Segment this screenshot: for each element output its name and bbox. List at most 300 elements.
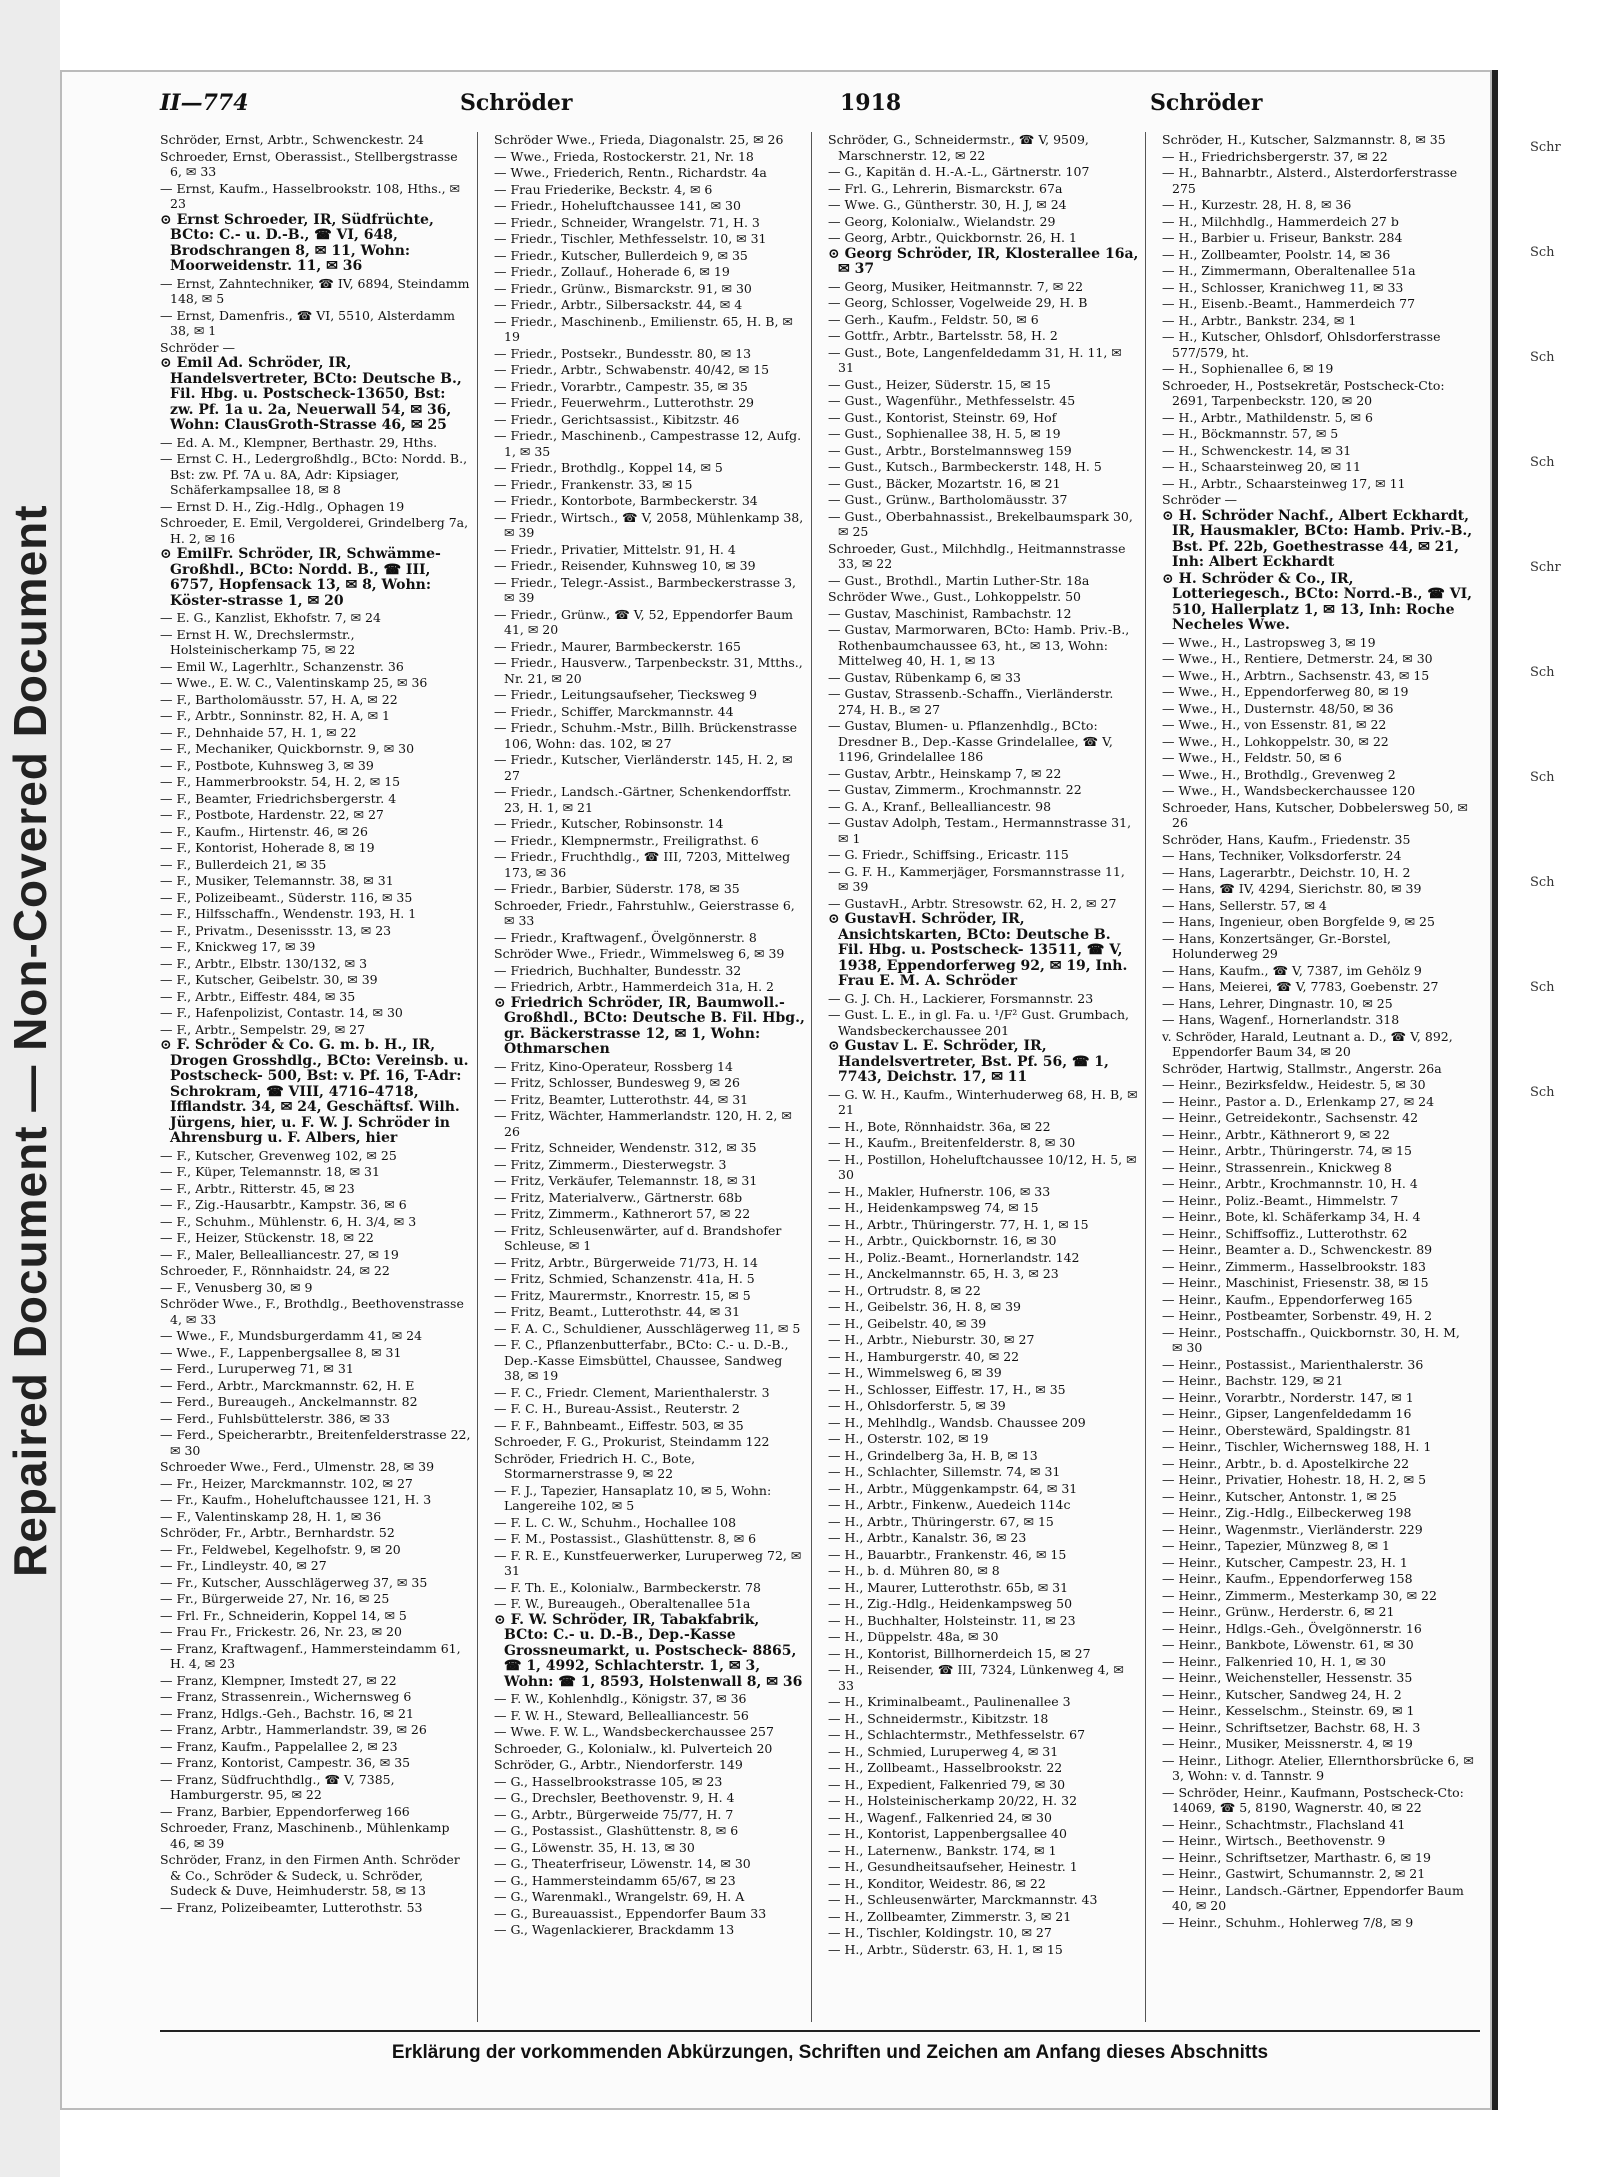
directory-entry: — Heinr., Schriftsetzer, Bachstr. 68, H. 3: [1162, 1719, 1421, 1735]
directory-entry: — Frau Fr., Frickestr. 26, Nr. 23, ✉ 20: [160, 1624, 402, 1639]
directory-entry: — H., Schlachtermstr., Methfesselstr. 67: [828, 1727, 1086, 1742]
directory-entry: — Heinr., Arbtr., Käthnerort 9, ✉ 22: [1162, 1126, 1390, 1142]
directory-entry: — Hans, Sellerstr. 57, ✉ 4: [1162, 897, 1327, 913]
directory-entry: Schröder, Ernst, Arbtr., Schwenckestr. 24: [160, 132, 424, 147]
next-page-edge: [1530, 140, 1600, 2000]
next-page-fragment: Schr: [1530, 140, 1561, 155]
directory-entry: — F., Hafenpolizist, Contastr. 14, ✉ 30: [160, 1005, 403, 1020]
directory-entry: — F. C., Pflanzenbutterfabr., BCto: C.- u. D.-B., Dep.-Kasse Eimsbüttel, Chaussee, Sandweg 38, ✉ 19: [494, 1337, 789, 1383]
directory-entry: — Fritz, Schmied, Schanzenstr. 41a, H. 5: [494, 1271, 755, 1286]
directory-entry: — Friedr., Privatier, Mittelstr. 91, H. 4: [494, 541, 736, 557]
directory-entry: — Heinr., Bankbote, Löwenstr. 61, ✉ 30: [1162, 1637, 1414, 1652]
directory-entry: — H., Kurzestr. 28, H. 8, ✉ 36: [1162, 197, 1352, 212]
directory-entry: — G., Wagenlackierer, Brackdamm 13: [494, 1922, 735, 1937]
column-2: [494, 132, 812, 2022]
directory-entry: — Heinr., Gastwirt, Schumannstr. 2, ✉ 21: [1162, 1866, 1426, 1881]
directory-entry: — H., b. d. Mühren 80, ✉ 8: [828, 1563, 1000, 1578]
directory-entry: — H., Eisenb.-Beamt., Hammerdeich 77: [1162, 296, 1416, 311]
next-page-fragment: Sch: [1530, 770, 1555, 785]
directory-entry: — F. W., Bureaugeh., Oberaltenallee 51a: [494, 1596, 751, 1611]
directory-entry: — H., Laternenw., Bankstr. 174, ✉ 1: [828, 1842, 1057, 1858]
next-page-fragment: Sch: [1530, 1085, 1555, 1100]
directory-entry: — Heinr., Poliz.-Beamt., Himmelstr. 7: [1162, 1192, 1399, 1208]
page-header: [160, 90, 1263, 130]
directory-entry: — Fritz, Beamter, Lutterothstr. 44, ✉ 31: [494, 1091, 749, 1107]
directory-entry: — G. J. Ch. H., Lackierer, Forsmannstr. 23: [828, 990, 1094, 1006]
directory-entry: — F. M., Postassist., Glashüttenstr. 8, ✉ 6: [494, 1531, 757, 1546]
directory-entry: — Wwe., H., Wandsbeckerchaussee 120: [1162, 783, 1416, 798]
directory-entry: — Heinr., Postassist., Marienthalerstr. 36: [1162, 1356, 1424, 1372]
directory-entry: — Franz, Arbtr., Hammerlandstr. 39, ✉ 26: [160, 1722, 427, 1737]
directory-entry: — Gust., Brothdl., Martin Luther-Str. 18a: [828, 572, 1090, 588]
directory-entry: — F., Kontorist, Hoherade 8, ✉ 19: [160, 840, 375, 855]
directory-entry: — Heinr., Bote, kl. Schäferkamp 34, H. 4: [1162, 1209, 1421, 1224]
directory-entry: — Fritz, Materialverw., Gärtnerstr. 68b: [494, 1189, 743, 1205]
directory-entry: — Ernst C. H., Ledergroßhdlg., BCto: Nordd. B., Bst: zw. Pf. 7A u. 8A, Adr: Kipsiager, Schäferkampsallee 18, ✉ 8: [160, 451, 468, 497]
column-1: [160, 132, 478, 2022]
directory-entry: — H., Arbtr., Schaarsteinweg 17, ✉ 11: [1162, 475, 1406, 491]
directory-entry: — H., Arbtr., Thüringerstr. 77, H. 1, ✉ 15: [828, 1216, 1089, 1232]
directory-entry: — Fritz, Schlosser, Bundesweg 9, ✉ 26: [494, 1075, 741, 1090]
directory-entry: — Heinr., Arbtr., Krochmannstr. 10, H. 4: [1162, 1176, 1418, 1191]
directory-entry: — Wwe., H., Brothdlg., Grevenweg 2: [1162, 766, 1396, 782]
directory-entry: — Franz, Strassenrein., Wichernsweg 6: [160, 1689, 412, 1704]
directory-entry: — F. F., Bahnbeamt., Eiffestr. 503, ✉ 35: [494, 1417, 744, 1433]
directory-entry: — H., Friedrichsbergerstr. 37, ✉ 22: [1162, 148, 1388, 164]
directory-entry: — Friedr., Gerichtsassist., Kibitzstr. 46: [494, 411, 740, 427]
directory-entry: — Georg, Kolonialw., Wielandstr. 29: [828, 213, 1056, 229]
directory-entry: — Gustav, Arbtr., Heinskamp 7, ✉ 22: [828, 765, 1062, 781]
directory-entry: — H., Arbtr., Mathildenstr. 5, ✉ 6: [1162, 409, 1373, 425]
next-page-fragment: Sch: [1530, 350, 1555, 365]
directory-entry: — Friedr., Maschinenb., Emilienstr. 65, H. B, ✉ 19: [494, 313, 793, 344]
directory-entry: Schröder —: [160, 339, 235, 355]
directory-entry: — Gust., Arbtr., Borstelmannsweg 159: [828, 442, 1072, 458]
directory-entry: — F., Knickweg 17, ✉ 39: [160, 939, 316, 954]
directory-entry: — Gustav, Strassenb.-Schaffn., Vierländerstr. 274, H. B., ✉ 27: [828, 686, 1114, 717]
directory-entry: — Wwe., H., Rentiere, Detmerstr. 24, ✉ 30: [1162, 651, 1433, 666]
directory-entry: — Heinr., Zimmerm., Hasselbrookstr. 183: [1162, 1258, 1426, 1274]
directory-entry: — Heinr., Gipser, Langenfeldedamm 16: [1162, 1406, 1412, 1421]
directory-entry: — Ernst, Zahntechniker, ☎ IV, 6894, Steindamm 148, ✉ 5: [160, 275, 470, 306]
directory-entry: — Wwe., Frieda, Rostockerstr. 21, Nr. 18: [494, 148, 754, 164]
directory-entry: — Friedr., Maschinenb., Campestrasse 12, Aufg. 1, ✉ 35: [494, 428, 802, 459]
directory-entry: — H., Schlosser, Kranichweg 11, ✉ 33: [1162, 279, 1404, 295]
directory-entry: — H., Schwenckestr. 14, ✉ 31: [1162, 442, 1352, 458]
directory-entry: ⊙ H. Schröder & Co., IR, Lotteriegesch., BCto: Norrd.-B., ☎ VI, 510, Hallerplatz 1, ✉ 13, Inh: Roche Necheles Wwe.: [1162, 570, 1473, 633]
directory-entry: — Fr., Feldwebel, Kegelhofstr. 9, ✉ 20: [160, 1541, 401, 1557]
directory-entry: Schroeder, Gust., Milchhdlg., Heitmannstrasse 33, ✉ 22: [828, 540, 1126, 571]
directory-entry: — Heinr., Oberstewärd, Spaldingstr. 81: [1162, 1422, 1412, 1438]
directory-entry: — F. Th. E., Kolonialw., Barmbeckerstr. 78: [494, 1579, 761, 1595]
directory-entry: — Friedr., Postsekr., Bundesstr. 80, ✉ 13: [494, 345, 752, 361]
directory-entry: ⊙ GustavH. Schröder, IR, Ansichtskarten, BCto: Deutsche B. Fil. Hbg. u. Postscheck- 13511, ☎ V, 1938, Eppendorferweg 92, ✉ 19, Inh. Frau E. M. A. Schröder: [828, 911, 1128, 989]
column-3: [828, 132, 1146, 2022]
directory-entry: — Friedr., Grünw., Bismarckstr. 91, ✉ 30: [494, 280, 752, 296]
directory-entry: — Fritz, Zimmerm., Kathnerort 57, ✉ 22: [494, 1206, 751, 1221]
directory-entry: — G., Hasselbrookstrasse 105, ✉ 23: [494, 1773, 723, 1789]
directory-entry: — Fr., Heizer, Marckmannstr. 102, ✉ 27: [160, 1475, 413, 1491]
directory-entry: — Heinr., Kutscher, Antonstr. 1, ✉ 25: [1162, 1488, 1397, 1504]
directory-entry: — H., Poliz.-Beamt., Hornerlandstr. 142: [828, 1249, 1080, 1265]
directory-entry: — H., Tischler, Koldingstr. 10, ✉ 27: [828, 1925, 1052, 1940]
directory-entry: — Friedr., Wirtsch., ☎ V, 2058, Mühlenkamp 38, ✉ 39: [494, 509, 804, 540]
directory-entry: — Wwe., F., Mundsburgerdamm 41, ✉ 24: [160, 1328, 423, 1343]
directory-entry: — Schröder, Heinr., Kaufmann, Postscheck-Cto: 14069, ☎ 5, 8190, Wagnerstr. 40, ✉ 22: [1162, 1784, 1464, 1815]
directory-entry: — G., Löwenstr. 35, H. 13, ✉ 30: [494, 1839, 695, 1855]
directory-entry: — Heinr., Vorarbtr., Norderstr. 147, ✉ 1: [1162, 1389, 1414, 1405]
directory-entry: Schröder, G., Arbtr., Niendorferstr. 149: [494, 1757, 743, 1772]
directory-entry: — Wwe., H., Eppendorferweg 80, ✉ 19: [1162, 684, 1409, 699]
directory-entry: — Fritz, Beamt., Lutterothstr. 44, ✉ 31: [494, 1304, 741, 1319]
directory-entry: — G., Postassist., Glashüttenstr. 8, ✉ 6: [494, 1823, 739, 1838]
directory-entry: — F. L. C. W., Schuhm., Hochallee 108: [494, 1514, 737, 1530]
directory-entry: — Friedr., Kutscher, Robinsonstr. 14: [494, 816, 724, 831]
next-page-fragment: Sch: [1530, 875, 1555, 890]
directory-entry: — GustavH., Arbtr. Stresowstr. 62, H. 2, ✉ 27: [828, 895, 1117, 911]
directory-entry: — Emil W., Lagerhltr., Schanzenstr. 36: [160, 658, 404, 674]
directory-entry: — H., Ohlsdorferstr. 5, ✉ 39: [828, 1398, 1006, 1413]
directory-entry: — H., Düppelstr. 48a, ✉ 30: [828, 1629, 999, 1644]
directory-entry: — Friedr., Arbtr., Schwabenstr. 40/42, ✉ 15: [494, 362, 770, 377]
header-year: 1918: [840, 90, 902, 116]
directory-entry: — F., Bartholomäusstr. 57, H. A, ✉ 22: [160, 691, 398, 707]
directory-entry: — G., Warenmakl., Wrangelstr. 69, H. A: [494, 1889, 745, 1904]
directory-entry: — H., Wagenf., Falkenried 24, ✉ 30: [828, 1809, 1052, 1825]
directory-entry: — Heinr., Weichensteller, Hessenstr. 35: [1162, 1670, 1413, 1685]
footer-note: Erklärung der vorkommenden Abkürzungen, Schriften und Zeichen am Anfang dieses Abschnitts: [391, 2042, 1269, 2063]
directory-entry: Schroeder, Friedr., Fahrstuhlw., Geierstrasse 6, ✉ 33: [494, 897, 795, 928]
directory-entry: — H., Heidenkampsweg 74, ✉ 15: [828, 1200, 1039, 1215]
directory-entry: — Heinr., Zimmerm., Mesterkamp 30, ✉ 22: [1162, 1587, 1437, 1603]
directory-entry: Schroeder, H., Postsekretär, Postscheck-Cto: 2691, Tarpenbeckstr. 120, ✉ 20: [1162, 377, 1445, 408]
directory-entry: — Ferd., Speicherarbtr., Breitenfelderstrasse 22, ✉ 30: [160, 1427, 471, 1458]
directory-entry: — Ernst H. W., Drechslermstr., Holsteinischerkamp 75, ✉ 22: [160, 626, 356, 657]
directory-entry: — Franz, Klempner, Imstedt 27, ✉ 22: [160, 1672, 397, 1688]
directory-entry: — Gust., Heizer, Süderstr. 15, ✉ 15: [828, 376, 1051, 392]
directory-entry: — Gust., Wagenführ., Methfesselstr. 45: [828, 393, 1076, 408]
directory-entry: — Heinr., Landsch.-Gärtner, Eppendorfer Baum 40, ✉ 20: [1162, 1882, 1464, 1913]
directory-entry: — Gust. L. E., in gl. Fa. u. ¹/F² Gust. Grumbach, Wandsbeckerchaussee 201: [828, 1007, 1130, 1038]
directory-entry: — Heinr., Kaufm., Eppendorferweg 165: [1162, 1291, 1413, 1307]
directory-entry: — Ed. A. M., Klempner, Berthastr. 29, Hths.: [160, 434, 438, 450]
directory-entry: Schroeder, Franz, Maschinenb., Mühlenkamp 46, ✉ 39: [160, 1820, 450, 1851]
directory-entry: — H., Böckmannstr. 57, ✉ 5: [1162, 426, 1339, 441]
directory-entry: — Wwe., H., Feldstr. 50, ✉ 6: [1162, 750, 1342, 765]
directory-entry: — G., Drechsler, Beethovenstr. 9, H. 4: [494, 1790, 735, 1805]
directory-entry: — H., Geibelstr. 40, ✉ 39: [828, 1315, 987, 1331]
directory-entry: — Gust., Kutsch., Barmbeckerstr. 148, H. 5: [828, 459, 1102, 474]
directory-entry: — Wwe., H., von Essenstr. 81, ✉ 22: [1162, 717, 1387, 732]
next-page-fragment: Schr: [1530, 560, 1561, 575]
directory-entry: — Friedr., Feuerwehrm., Lutterothstr. 29: [494, 395, 755, 410]
directory-entry: — G. W. H., Kaufm., Winterhuderweg 68, H. B, ✉ 21: [828, 1086, 1138, 1117]
directory-entry: — H., Hamburgerstr. 40, ✉ 22: [828, 1348, 1020, 1364]
directory-entry: — H., Bauarbtr., Frankenstr. 46, ✉ 15: [828, 1546, 1067, 1562]
directory-entry: — F., Kutscher, Geibelstr. 30, ✉ 39: [160, 972, 378, 987]
directory-entry: — H., Zollbeamter, Zimmerstr. 3, ✉ 21: [828, 1908, 1072, 1924]
directory-entry: ⊙ F. Schröder & Co. G. m. b. H., IR, Drogen Grosshdlg., BCto: Vereinsb. u. Postscheck- 500, Bst: v. Pf. 16, T-Adr: Schrokram, ☎ VIII, 4716–4718, Ifflandstr. 34, ✉ 24, Geschäftsf. Wilh. Jürgens, hier, u. F. W. J. Schröder in Ahrensburg u. F. Albers, hier: [160, 1037, 469, 1146]
directory-entry: — H., Holsteinischerkamp 20/22, H. 32: [828, 1793, 1078, 1808]
directory-entry: — Ferd., Arbtr., Marckmannstr. 62, H. E: [160, 1377, 415, 1393]
directory-entry: Schröder, H., Kutscher, Salzmannstr. 8, ✉ 35: [1162, 132, 1446, 147]
directory-entry: — H., Reisender, ☎ III, 7324, Lünkenweg 4, ✉ 33: [828, 1662, 1124, 1693]
directory-entry: — F., Küper, Telemannstr. 18, ✉ 31: [160, 1164, 380, 1179]
directory-entry: — F. C. H., Bureau-Assist., Reuterstr. 2: [494, 1401, 740, 1416]
directory-entry: — Friedr., Telegr.-Assist., Barmbeckerstrasse 3, ✉ 39: [494, 574, 797, 605]
directory-entry: — Heinr., Wagenmstr., Vierländerstr. 229: [1162, 1521, 1423, 1537]
directory-entry: Schröder, Friedrich H. C., Bote, Stormarnerstrasse 9, ✉ 22: [494, 1450, 696, 1481]
directory-entry: — Franz, Kaufm., Pappelallee 2, ✉ 23: [160, 1738, 398, 1754]
directory-entry: — F., Arbtr., Sonninstr. 82, H. A, ✉ 1: [160, 708, 390, 723]
directory-entry: — Friedr., Kontorbote, Barmbeckerstr. 34: [494, 493, 758, 508]
header-left-name: Schröder: [460, 90, 573, 116]
directory-entry: — Hans, Kaufm., ☎ V, 7387, im Gehölz 9: [1162, 962, 1422, 978]
directory-entry: — Fr., Bürgerweide 27, Nr. 16, ✉ 25: [160, 1591, 390, 1606]
directory-entry: — Hans, Wagenf., Hornerlandstr. 318: [1162, 1012, 1400, 1027]
directory-entry: — Gust., Kontorist, Steinstr. 69, Hof: [828, 409, 1057, 425]
directory-entry: — H., Arbtr., Kanalstr. 36, ✉ 23: [828, 1530, 1027, 1545]
directory-entry: — Fr., Kaufm., Hoheluftchaussee 121, H. 3: [160, 1492, 432, 1507]
directory-entry: ⊙ Ernst Schroeder, IR, Südfrüchte, BCto: C.- u. D.-B., ☎ VI, 648, Brodschrangen 8, ✉ 11, Wohn: Moorweidenstr. 11, ✉ 36: [160, 211, 434, 274]
footer-rule: [160, 2030, 1480, 2032]
directory-entry: — Friedr., Brothdlg., Koppel 14, ✉ 5: [494, 460, 723, 475]
directory-entry: ⊙ F. W. Schröder, IR, Tabakfabrik, BCto: C.- u. D.-B., Dep.-Kasse Grossneumarkt, u. Postscheck- 8865, ☎ 1, 4992, Schlachterstr. 1, ✉ 3, Wohn: ☎ 1, 8593, Holstenwall 8, ✉ 36: [494, 1611, 803, 1690]
directory-entry: — F., Privatm., Desenissstr. 13, ✉ 23: [160, 922, 392, 938]
directory-entry: — F., Arbtr., Sempelstr. 29, ✉ 27: [160, 1021, 366, 1037]
directory-entry: Schroeder, E. Emil, Vergolderei, Grindelberg 7a, H. 2, ✉ 16: [160, 515, 469, 546]
directory-entry: — F., Schuhm., Mühlenstr. 6, H. 3/4, ✉ 3: [160, 1213, 417, 1229]
directory-entry: — Friedr., Frankenstr. 33, ✉ 15: [494, 476, 693, 492]
directory-entry: — Fr., Lindleystr. 40, ✉ 27: [160, 1558, 327, 1573]
directory-entry: — F., Postbote, Hardenstr. 22, ✉ 27: [160, 807, 384, 822]
directory-entry: — H., Geibelstr. 36, H. 8, ✉ 39: [828, 1299, 1022, 1314]
directory-entry: — Fritz, Maurermstr., Knorrestr. 15, ✉ 5: [494, 1287, 751, 1303]
directory-entry: — H., Wimmelsweg 6, ✉ 39: [828, 1365, 1002, 1380]
directory-entry: — F. A. C., Schuldiener, Ausschlägerweg 11, ✉ 5: [494, 1320, 801, 1336]
directory-entry: — Heinr., Arbtr., Thüringerstr. 74, ✉ 15: [1162, 1143, 1412, 1158]
directory-entry: — Wwe., E. W. C., Valentinskamp 25, ✉ 36: [160, 675, 428, 690]
directory-entry: Schröder, Hartwig, Stallmstr., Angerstr. 26a: [1162, 1060, 1442, 1076]
directory-entry: — H., Schaarsteinweg 20, ✉ 11: [1162, 459, 1361, 474]
directory-entry: — F., Arbtr., Ritterstr. 45, ✉ 23: [160, 1180, 355, 1196]
directory-entry: — F., Heizer, Stückenstr. 18, ✉ 22: [160, 1230, 374, 1245]
directory-entry: — F., Kutscher, Grevenweg 102, ✉ 25: [160, 1147, 397, 1163]
directory-entry: — Heinr., Wirtsch., Beethovenstr. 9: [1162, 1833, 1386, 1848]
directory-entry: — Friedr., Klempnermstr., Freiligrathst. 6: [494, 832, 759, 848]
directory-entry: — Gust., Oberbahnassist., Brekelbaumspark 30, ✉ 25: [828, 508, 1133, 539]
directory-entry: — Heinr., Getreidekontr., Sachsenstr. 42: [1162, 1110, 1419, 1125]
directory-entry: — Frau Friederike, Beckstr. 4, ✉ 6: [494, 181, 713, 197]
directory-entry: — Heinr., Zig.-Hdlg., Eilbeckerweg 198: [1162, 1505, 1412, 1520]
directory-entry: — Ferd., Fuhlsbüttelerstr. 386, ✉ 33: [160, 1410, 390, 1426]
directory-entry: — H., Bote, Rönnhaidstr. 36a, ✉ 22: [828, 1118, 1051, 1134]
directory-entry: — Hans, Ingenieur, oben Borgfelde 9, ✉ 25: [1162, 914, 1435, 929]
directory-entry: — F. W., Kohlenhdlg., Königstr. 37, ✉ 36: [494, 1691, 747, 1706]
directory-entry: — F., Beamter, Friedrichsbergerstr. 4: [160, 790, 397, 806]
directory-entry: — Fritz, Zimmerm., Diesterwegstr. 3: [494, 1156, 727, 1172]
directory-entry: — Gustav, Maschinist, Rambachstr. 12: [828, 605, 1072, 621]
directory-entry: — Fritz, Verkäufer, Telemannstr. 18, ✉ 31: [494, 1173, 758, 1188]
directory-entry: — Heinr., Schiffsoffiz., Lutterothstr. 62: [1162, 1225, 1408, 1241]
directory-entry: — Wwe. F. W. L., Wandsbeckerchaussee 257: [494, 1724, 774, 1739]
directory-entry: — F. R. E., Kunstfeuerwerker, Luruperweg 72, ✉ 31: [494, 1547, 802, 1578]
directory-entry: — H., Kontorist, Lappenbergsallee 40: [828, 1826, 1067, 1841]
directory-entry: — Friedr., Hausverw., Tarpenbeckstr. 31, Mtths., Nr. 21, ✉ 20: [494, 655, 803, 686]
directory-entry: — F., Arbtr., Elbstr. 130/132, ✉ 3: [160, 955, 368, 971]
directory-entry: — Friedrich, Buchhalter, Bundesstr. 32: [494, 962, 742, 978]
header-right-name: Schröder: [1150, 90, 1263, 116]
directory-entry: — F. W. H., Steward, Bellealliancestr. 56: [494, 1707, 749, 1723]
directory-entry: Schroeder, F., Rönnhaidstr. 24, ✉ 22: [160, 1263, 390, 1278]
directory-entry: — F., Hilfsschaffn., Wendenstr. 193, H. 1: [160, 906, 417, 921]
directory-entry: — H., Expedient, Falkenried 79, ✉ 30: [828, 1776, 1066, 1792]
next-page-fragment: Sch: [1530, 455, 1555, 470]
directory-entry: — H., Schlosser, Eiffestr. 17, H., ✉ 35: [828, 1381, 1066, 1397]
directory-entry: ⊙ H. Schröder Nachf., Albert Eckhardt, IR, Hausmakler, BCto: Hamb. Priv.-B., Bst. Pf. 22b, Goethestrasse 44, ✉ 21, Inh: Albert Eckhardt: [1162, 507, 1473, 570]
directory-entry: — H., Mehlhdlg., Wandsb. Chaussee 209: [828, 1414, 1086, 1430]
directory-entry: — Friedr., Kutscher, Vierländerstr. 145, H. 2, ✉ 27: [494, 752, 793, 783]
directory-entry: ⊙ Georg Schröder, IR, Klosterallee 16a, ✉ 37: [828, 245, 1139, 277]
directory-entry: — Fritz, Schleusenwärter, auf d. Brandshofer Schleuse, ✉ 1: [494, 1222, 782, 1253]
directory-entry: — Heinr., Strassenrein., Knickweg 8: [1162, 1159, 1392, 1175]
directory-entry: — Gerh., Kaufm., Feldstr. 50, ✉ 6: [828, 311, 1039, 327]
directory-entry: Schröder, Fr., Arbtr., Bernhardstr. 52: [160, 1525, 395, 1540]
directory-entry: — G., Bureauassist., Eppendorfer Baum 33: [494, 1905, 767, 1921]
directory-entry: — Gustav, Zimmerm., Krochmannstr. 22: [828, 782, 1082, 797]
directory-entry: — Hans, Lagerarbtr., Deichstr. 10, H. 2: [1162, 864, 1411, 880]
directory-entry: — Wwe., H., Arbtrn., Sachsenstr. 43, ✉ 15: [1162, 667, 1430, 683]
directory-entry: — G. Friedr., Schiffsing., Ericastr. 115: [828, 847, 1069, 862]
next-page-fragment: Sch: [1530, 980, 1555, 995]
directory-entry: Schroeder, Ernst, Oberassist., Stellbergstrasse 6, ✉ 33: [160, 148, 458, 179]
next-page-fragment: Sch: [1530, 245, 1555, 260]
directory-entry: v. Schröder, Harald, Leutnant a. D., ☎ V, 892, Eppendorfer Baum 34, ✉ 20: [1162, 1028, 1453, 1059]
directory-entry: — Friedr., Schuhm.-Mstr., Billh. Brückenstrasse 106, Wohn: das. 102, ✉ 27: [494, 720, 798, 751]
directory-entry: — Heinr., Bezirksfeldw., Heidestr. 5, ✉ 30: [1162, 1077, 1426, 1092]
directory-entry: — Wwe., H., Dusternstr. 48/50, ✉ 36: [1162, 700, 1394, 716]
directory-entry: — Franz, Polizeibeamter, Lutterothstr. 53: [160, 1899, 423, 1915]
directory-entry: — Franz, Südfruchthdlg., ☎ V, 7385, Hamburgerstr. 95, ✉ 22: [160, 1771, 395, 1802]
directory-entry: — Hans, ☎ IV, 4294, Sierichstr. 80, ✉ 39: [1162, 881, 1422, 896]
directory-entry: Schröder Wwe., Frieda, Diagonalstr. 25, ✉ 26: [494, 132, 784, 147]
directory-entry: — H., Osterstr. 102, ✉ 19: [828, 1431, 989, 1446]
directory-entry: — F., Kaufm., Hirtenstr. 46, ✉ 26: [160, 823, 368, 839]
directory-entry: — Heinr., Kutscher, Campestr. 23, H. 1: [1162, 1554, 1408, 1570]
directory-entry: — F., Musiker, Telemannstr. 38, ✉ 31: [160, 873, 394, 888]
directory-entry: — Friedr., Kraftwagenf., Övelgönnerstr. 8: [494, 929, 757, 945]
directory-entry: Schröder, Franz, in den Firmen Anth. Schröder & Co., Schröder & Sudeck, u. Schröder, Sudeck & Duve, Heimhuderstr. 58, ✉ 13: [160, 1852, 460, 1898]
directory-entry: — Gottfr., Arbtr., Bartelsstr. 58, H. 2: [828, 328, 1058, 343]
directory-entry: — H., Zimmermann, Oberaltenallee 51a: [1162, 263, 1416, 278]
directory-entry: — Gust., Bäcker, Mozartstr. 16, ✉ 21: [828, 475, 1061, 491]
directory-entry: — Friedrich, Arbtr., Hammerdeich 31a, H. 2: [494, 979, 774, 994]
directory-entry: — Friedr., Schiffer, Marckmannstr. 44: [494, 703, 734, 719]
directory-entry: ⊙ Gustav L. E. Schröder, IR, Handelsvertreter, Bst. Pf. 56, ☎ 1, 7743, Deichstr. 17, ✉ 11: [828, 1038, 1109, 1085]
directory-columns: [160, 132, 1480, 2022]
directory-entry: — F., Valentinskamp 28, H. 1, ✉ 36: [160, 1508, 382, 1524]
directory-entry: Schröder Wwe., F., Brothdlg., Beethovenstrasse 4, ✉ 33: [160, 1296, 464, 1327]
directory-entry: Schröder Wwe., Gust., Lohkoppelstr. 50: [828, 589, 1081, 604]
directory-entry: — Fr., Kutscher, Ausschlägerweg 37, ✉ 35: [160, 1574, 428, 1590]
directory-entry: — Heinr., Postschaffn., Quickbornstr. 30, H. M, ✉ 30: [1162, 1324, 1460, 1355]
directory-entry: — F., Postbote, Kuhnsweg 3, ✉ 39: [160, 757, 374, 773]
directory-entry: — Fritz, Wächter, Hammerlandstr. 120, H. 2, ✉ 26: [494, 1108, 792, 1139]
column-4: [1162, 132, 1480, 2022]
directory-entry: — Heinr., Bachstr. 129, ✉ 21: [1162, 1373, 1344, 1388]
directory-entry: — Wwe., H., Lastropsweg 3, ✉ 19: [1162, 634, 1376, 650]
directory-entry: — Hans, Konzertsänger, Gr.-Borstel, Holunderweg 29: [1162, 930, 1391, 961]
directory-entry: — H., Kutscher, Ohlsdorf, Ohlsdorferstrasse 577/579, ht.: [1162, 329, 1441, 360]
directory-entry: — Heinr., Musiker, Meissnerstr. 4, ✉ 19: [1162, 1736, 1413, 1751]
directory-entry: — Georg, Musiker, Heitmannstr. 7, ✉ 22: [828, 278, 1084, 294]
directory-entry: — G., Hammersteindamm 65/67, ✉ 23: [494, 1872, 736, 1888]
directory-entry: — F., Mechaniker, Quickbornstr. 9, ✉ 30: [160, 741, 415, 756]
directory-entry: — H., Buchhalter, Holsteinstr. 11, ✉ 23: [828, 1612, 1076, 1628]
directory-entry: — Heinr., Postbeamter, Sorbenstr. 49, H. 2: [1162, 1308, 1433, 1323]
directory-entry: — Franz, Kraftwagenf., Hammersteindamm 61, H. 4, ✉ 23: [160, 1640, 461, 1671]
directory-entry: — Heinr., Tischler, Wichernsweg 188, H. 1: [1162, 1439, 1432, 1454]
directory-entry: — Franz, Kontorist, Campestr. 36, ✉ 35: [160, 1755, 411, 1770]
directory-entry: — H., Barbier u. Friseur, Bankstr. 284: [1162, 230, 1403, 245]
directory-entry: — E. G., Kanzlist, Ekhofstr. 7, ✉ 24: [160, 610, 381, 625]
directory-entry: — F., Bullerdeich 21, ✉ 35: [160, 856, 327, 872]
directory-entry: — F., Polizeibeamt., Süderstr. 116, ✉ 35: [160, 889, 413, 905]
directory-entry: — F., Hammerbrookstr. 54, H. 2, ✉ 15: [160, 774, 401, 789]
directory-entry: ⊙ Emil Ad. Schröder, IR, Handelsvertreter, BCto: Deutsche B., Fil. Hbg. u. Postscheck-13650, Bst: zw. Pf. 1a u. 2a, Neuerwall 54, ✉ 36, Wohn: ClausGroth-Strasse 46, ✉ 25: [160, 355, 462, 433]
directory-entry: — Friedr., Reisender, Kuhnsweg 10, ✉ 39: [494, 558, 756, 573]
directory-page: [60, 70, 1498, 2110]
directory-entry: — Heinr., Hdlgs.-Geh., Övelgönnerstr. 16: [1162, 1620, 1422, 1636]
directory-entry: — G., Kapitän d. H.-A.-L., Gärtnerstr. 107: [828, 164, 1090, 179]
directory-entry: — Wwe., Friederich, Rentn., Richardstr. 4a: [494, 165, 767, 180]
directory-entry: — H., Anckelmannstr. 65, H. 3, ✉ 23: [828, 1266, 1059, 1281]
directory-entry: — Ernst, Kaufm., Hasselbrookstr. 108, Hths., ✉ 23: [160, 180, 461, 211]
directory-entry: — Ernst D. H., Zig.-Hdlg., Ophagen 19: [160, 498, 405, 514]
directory-entry: — Heinr., Privatier, Hohestr. 18, H. 2, ✉ 5: [1162, 1472, 1427, 1487]
directory-entry: — Gust., Sophienallee 38, H. 5, ✉ 19: [828, 426, 1061, 441]
side-watermark-text: Repaired Document — Non-Covered Document: [4, 504, 56, 1577]
directory-entry: — Gustav, Rübenkamp 6, ✉ 33: [828, 669, 1021, 685]
directory-entry: — Friedr., Zollauf., Hoherade 6, ✉ 19: [494, 264, 730, 279]
directory-entry: — H., Arbtr., Bankstr. 234, ✉ 1: [1162, 312, 1357, 328]
directory-entry: — H., Schmied, Luruperweg 4, ✉ 31: [828, 1743, 1059, 1759]
directory-entry: — F., Dehnhaide 57, H. 1, ✉ 22: [160, 724, 357, 740]
directory-entry: — H., Zollbeamt., Hasselbrookstr. 22: [828, 1760, 1063, 1775]
directory-entry: — H., Arbtr., Müggenkampstr. 64, ✉ 31: [828, 1480, 1078, 1496]
directory-entry: — Heinr., Arbtr., b. d. Apostelkirche 22: [1162, 1455, 1410, 1471]
directory-entry: — F. C., Friedr. Clement, Marienthalerstr. 3: [494, 1384, 770, 1400]
directory-entry: — Georg, Schlosser, Vogelweide 29, H. B: [828, 295, 1088, 310]
directory-entry: — Fritz, Arbtr., Bürgerweide 71/73, H. 14: [494, 1254, 759, 1270]
directory-entry: — H., Makler, Hufnerstr. 106, ✉ 33: [828, 1183, 1051, 1199]
directory-entry: Schröder, Hans, Kaufm., Friedenstr. 35: [1162, 831, 1411, 847]
directory-entry: — Heinr., Maschinist, Friesenstr. 38, ✉ 15: [1162, 1275, 1429, 1290]
directory-entry: — Heinr., Schuhm., Hohlerweg 7/8, ✉ 9: [1162, 1914, 1414, 1930]
directory-entry: — H., Postillon, Hoheluftchaussee 10/12, H. 5, ✉ 30: [828, 1151, 1137, 1182]
directory-entry: — H., Schlachter, Sillemstr. 74, ✉ 31: [828, 1464, 1061, 1479]
directory-entry: — Friedr., Tischler, Methfesselstr. 10, ✉ 31: [494, 231, 767, 246]
directory-entry: — Gustav Adolph, Testam., Hermannstrasse 31, ✉ 1: [828, 815, 1132, 846]
directory-entry: Schröder —: [1162, 492, 1237, 507]
page-number: II—774: [160, 90, 249, 116]
directory-entry: — Wwe., H., Lohkoppelstr. 30, ✉ 22: [1162, 733, 1389, 749]
directory-entry: — Gustav, Blumen- u. Pflanzenhdlg., BCto: Dresdner B., Dep.-Kasse Grindelallee, ☎ V, 1196, Grindelallee 186: [828, 718, 1113, 764]
directory-entry: — Franz, Hdlgs.-Geh., Bachstr. 16, ✉ 21: [160, 1705, 414, 1721]
directory-entry: — Fritz, Kino-Operateur, Rossberg 14: [494, 1058, 733, 1074]
directory-entry: — H., Kaufm., Breitenfelderstr. 8, ✉ 30: [828, 1135, 1076, 1150]
directory-entry: — F., Zig.-Hausarbtr., Kampstr. 36, ✉ 6: [160, 1197, 407, 1212]
